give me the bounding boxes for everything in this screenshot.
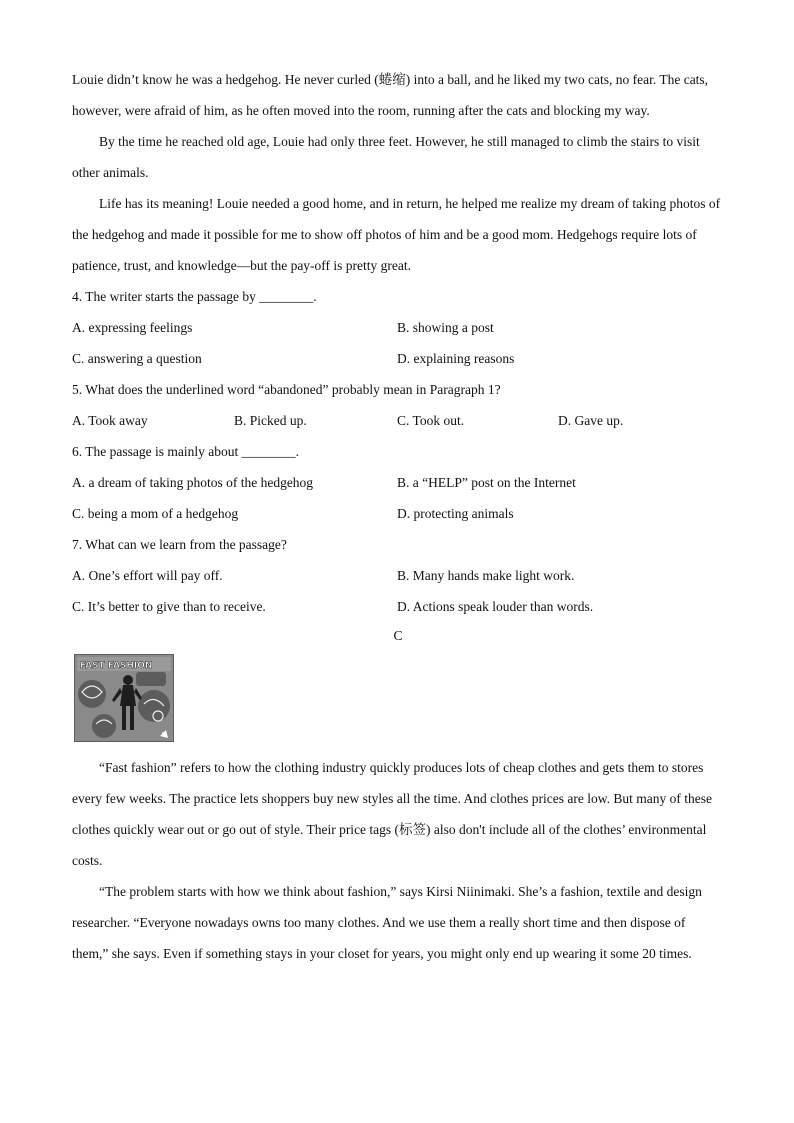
option-a[interactable]: A. One’s effort will pay off. — [72, 568, 223, 583]
question-stem: 6. The passage is mainly about ________. — [72, 444, 299, 459]
option-d[interactable]: D. protecting animals — [397, 506, 514, 521]
option-row — [72, 560, 724, 591]
option-a[interactable]: A. a dream of taking photos of the hedgehog — [72, 475, 314, 490]
option-row — [72, 591, 724, 622]
fast-fashion-illustration — [74, 654, 174, 742]
option-a[interactable]: A. Took away — [72, 413, 148, 428]
option-a[interactable]: A. expressing feelings — [72, 320, 193, 335]
option-row — [72, 498, 724, 529]
option-b[interactable]: B. a “HELP” post on the Internet — [397, 475, 576, 490]
option-b[interactable]: B. showing a post — [397, 320, 494, 335]
question-7 — [72, 529, 724, 622]
option-d[interactable]: D. explaining reasons — [397, 351, 515, 366]
document-page — [72, 64, 724, 969]
passage-paragraph: “Fast fashion” refers to how the clothing industry quickly produces lots of cheap clothes and gets them to stores every few weeks. The practice lets shoppers buy new styles all the time. And clothes prices are low. But many of these clothes quickly wear out or go out of style. Their price tags (标签) also don't include all of the clothes’ environmental costs. — [72, 760, 712, 868]
option-c[interactable]: C. Took out. — [397, 413, 465, 428]
option-b[interactable]: B. Picked up. — [234, 413, 307, 428]
question-4 — [72, 281, 724, 374]
option-d[interactable]: D. Gave up. — [558, 413, 624, 428]
passage-paragraph: “The problem starts with how we think about fashion,” says Kirsi Niinimaki. She’s a fashion, textile and design researcher. “Everyone nowadays owns too many clothes. And we use them a really short time and then dispose of them,” she says. Even if something stays in your closet for years, you might only end up wearing it some 20 times. — [72, 884, 702, 961]
option-row — [72, 312, 724, 343]
option-c[interactable]: C. being a mom of a hedgehog — [72, 506, 239, 521]
option-row — [72, 343, 724, 374]
question-5 — [72, 374, 724, 436]
illustration-title: FAST FASHION — [80, 661, 153, 671]
section-heading: C — [393, 628, 403, 643]
question-6 — [72, 436, 724, 529]
option-row — [72, 467, 724, 498]
question-stem: 4. The writer starts the passage by ________. — [72, 289, 317, 304]
option-c[interactable]: C. It’s better to give than to receive. — [72, 599, 266, 614]
passage-paragraph: By the time he reached old age, Louie had only three feet. However, he still managed to climb the stairs to visit other animals. — [72, 134, 700, 180]
passage-paragraph: Louie didn’t know he was a hedgehog. He never curled (蜷缩) into a ball, and he liked my two cats, no fear. The cats, however, were afraid of him, as he often moved into the room, running after the cats and blocking my way. — [72, 72, 709, 118]
option-c[interactable]: C. answering a question — [72, 351, 202, 366]
question-stem: 7. What can we learn from the passage? — [72, 537, 287, 552]
passage-paragraph: Life has its meaning! Louie needed a good home, and in return, he helped me realize my dream of taking photos of the hedgehog and made it possible for me to show off photos of him and be a good mom. Hedgehogs require lots of patience, trust, and knowledge—but the pay-off is pretty great. — [72, 196, 721, 273]
option-d[interactable]: D. Actions speak louder than words. — [397, 599, 594, 614]
option-b[interactable]: B. Many hands make light work. — [397, 568, 575, 583]
option-row — [72, 405, 724, 436]
question-stem: 5. What does the underlined word “abandoned” probably mean in Paragraph 1? — [72, 382, 501, 397]
